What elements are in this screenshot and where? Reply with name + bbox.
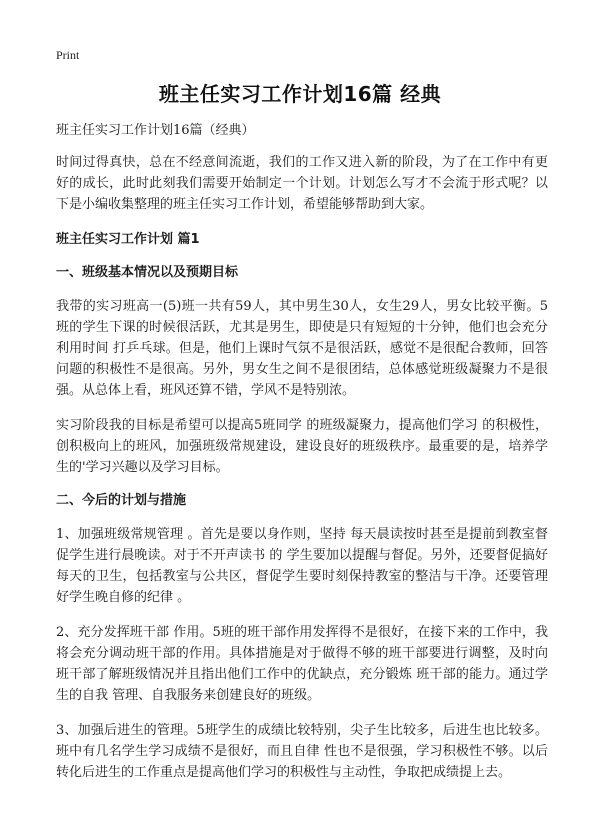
print-link[interactable]: Print (56, 48, 80, 62)
section1-paragraph-2: 实习阶段我的目标是希望可以提高5班同学 的班级凝聚力，提高他们学习 的积极性，创积极向上的班风，加强班级常规建设，建设良好的班级秩序。最重要的是，培养学生的'学习兴趣以及学习目标。 (56, 418, 548, 475)
section2-paragraph-1: 1、加强班级常规管理 。首先是要以身作则，坚持 每天晨读按时甚至是提前到教室督促学生进行晨晚读。对于不开声读书 的 学生要加以提醒与督促。另外，还要督促搞好每天的卫生，包括教室与公共区，督促学生要时刻保持教室的整洁与干净。还要管理好学生晚自修的纪律 。 (56, 527, 548, 605)
section2-paragraph-3: 3、加强后进生的管理。5班学生的成绩比较特别，尖子生比较多，后进生也比较多。班中有几名学生学习成绩不是很好，而且自律 性也不是很强，学习积极性不够。以后转化后进生的工作重点是提高他们学习的积极性与主动性，争取把成绩提上去。 (56, 723, 548, 780)
article-body (56, 122, 548, 797)
section-heading-2: 二、今后的计划与措施 (56, 493, 187, 508)
section2-paragraph-2: 2、充分发挥班干部 作用。5班的班干部作用发挥得不是很好，在接下来的工作中，我将会充分调动班干部的作用。具体措施是对于做得不够的班干部要进行调整，及时向班干部了解班级情况并且指出他们工作中的优缺点，充分锻炼 班干部的能力。通过学生的自我 管理、自我服务来创建良好的班级。 (56, 625, 548, 703)
section-heading-1: 一、班级基本情况以及预期目标 (56, 265, 239, 280)
page-title: 班主任实习工作计划16篇 经典 (158, 82, 442, 106)
article-subtitle: 班主任实习工作计划16篇（经典） (56, 123, 255, 138)
plan-heading: 班主任实习工作计划 篇1 (56, 232, 200, 247)
intro-paragraph: 时间过得真快，总在不经意间流逝，我们的工作又进入新的阶段，为了在工作中有更好的成长，此时此刻我们需要开始制定一个计划。计划怎么写才不会流于形式呢？以下是小编收集整理的班主任实习工作计划，希望能够帮助到大家。 (56, 155, 548, 212)
section1-paragraph-1: 我带的实习班高一(5)班一共有59人，其中男生30人，女生29人，男女比较平衡。5班的学生下课的时候很活跃，尤其是男生，即使是只有短短的十分钟，他们也会充分利用时间 打乒乓球。但是，他们上课时气氛不是很活跃，感觉不是很配合教师，回答问题的积极性不是很高。另外，男女生之间不是很团结，总体感觉班级凝聚力不是很强。从总体上看，班风还算不错，学风不是特别浓。 (56, 299, 548, 398)
